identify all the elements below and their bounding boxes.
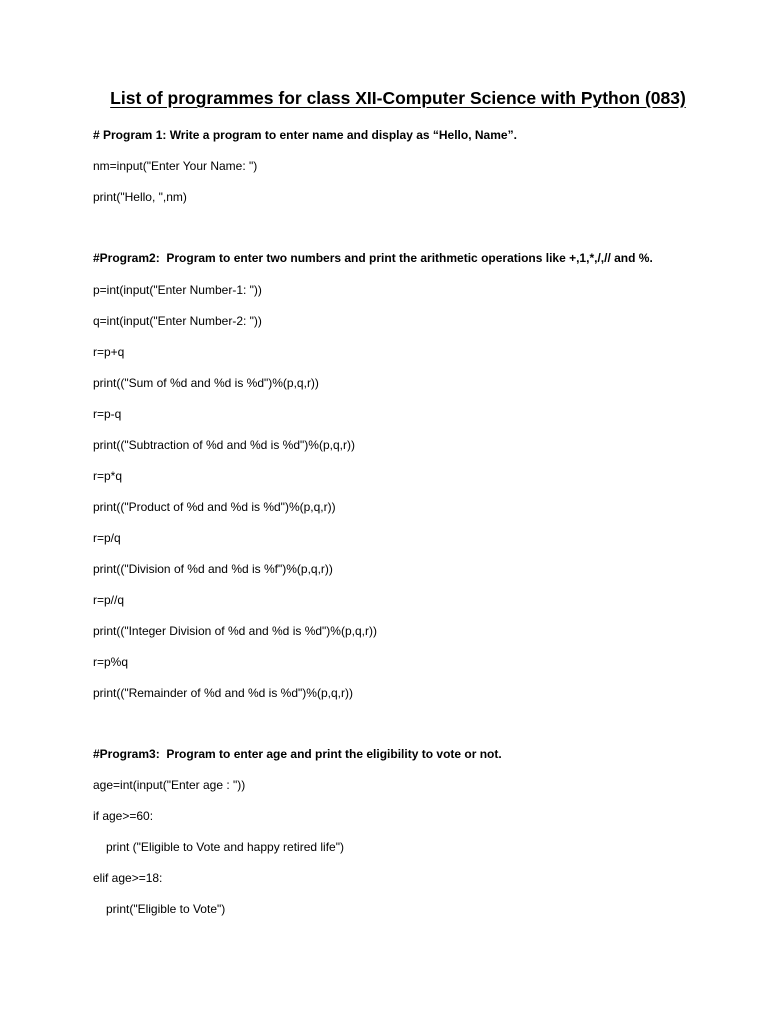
code-line: r=p/q	[93, 531, 121, 545]
code-line: print(("Integer Division of %d and %d is %d")%(p,q,r))	[93, 624, 377, 638]
code-line: elif age>=18:	[93, 871, 163, 885]
code-line: r=p*q	[93, 469, 123, 483]
code-line: print(("Sum of %d and %d is %d")%(p,q,r))	[93, 376, 319, 390]
code-line: r=p%q	[93, 655, 129, 669]
code-line: print(("Remainder of %d and %d is %d")%(p,q,r))	[93, 686, 353, 700]
program-1-heading: # Program 1: Write a program to enter name and display as “Hello, Name”.	[93, 128, 517, 142]
document-title: List of programmes for class XII-Computer Science with Python (083)	[110, 88, 686, 108]
code-line: q=int(input("Enter Number-2: "))	[93, 314, 262, 328]
code-line: p=int(input("Enter Number-1: "))	[93, 283, 262, 297]
code-line: print ("Eligible to Vote and happy retired life")	[106, 840, 344, 854]
code-line: r=p-q	[93, 407, 122, 421]
code-line: r=p//q	[93, 593, 125, 607]
code-line: if age>=60:	[93, 809, 154, 823]
code-line: age=int(input("Enter age : "))	[93, 778, 246, 792]
code-line: print("Hello, ",nm)	[93, 190, 187, 204]
code-line: print(("Subtraction of %d and %d is %d")%(p,q,r))	[93, 438, 355, 452]
program-2-heading: #Program2: Program to enter two numbers and print the arithmetic operations like +,1,*,/,// and %.	[93, 251, 653, 265]
code-line: print(("Product of %d and %d is %d")%(p,q,r))	[93, 500, 336, 514]
code-line: print(("Division of %d and %d is %f")%(p,q,r))	[93, 562, 333, 576]
code-line: print("Eligible to Vote")	[106, 902, 226, 916]
code-line: r=p+q	[93, 345, 125, 359]
program-3-heading: #Program3: Program to enter age and print the eligibility to vote or not.	[93, 747, 502, 761]
code-line: nm=input("Enter Your Name: ")	[93, 159, 258, 173]
